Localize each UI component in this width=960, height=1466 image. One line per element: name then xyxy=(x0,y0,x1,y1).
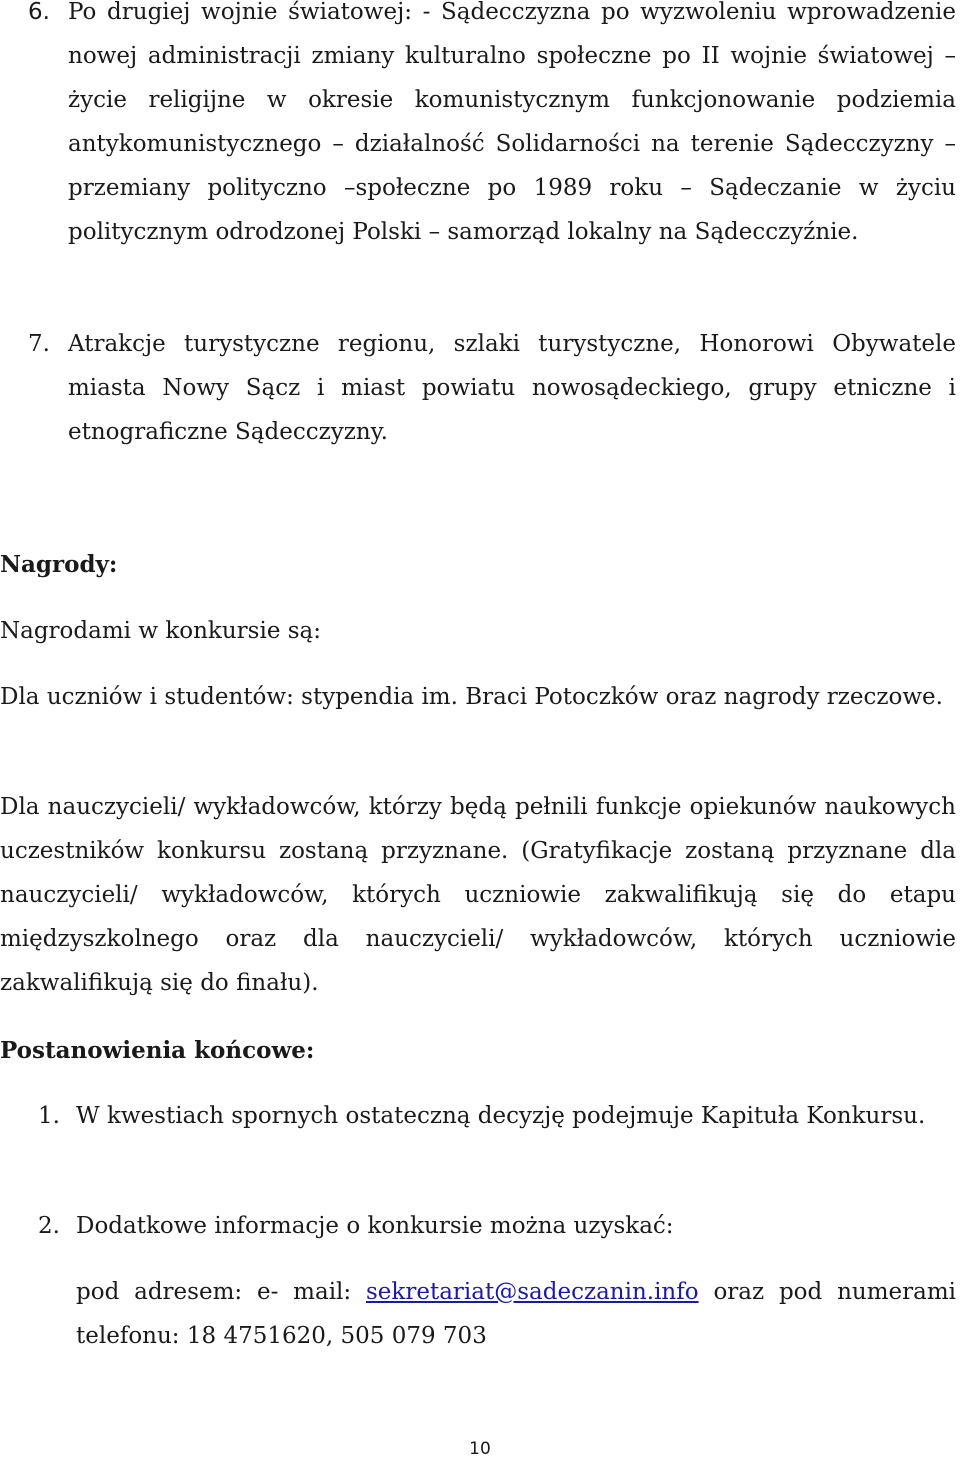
final-item-1 xyxy=(0,1094,956,1138)
list-item-number: 2. xyxy=(38,1213,60,1239)
nagrody-intro: Nagrodami w konkursie są: xyxy=(0,618,322,644)
nagrody-teachers: Dla nauczycieli/ wykładowców, którzy będą pełnili funkcje opiekunów naukowych uczestników konkursu zostaną przyznane. (Gratyfikacje zostaną przyznane dla nauczycieli/ wykładowców, których uczniowie zakwalifikują się do etapu międzyszkolnego oraz dla nauczycieli/ wykładowców, których uczniowie zakwalifikują się do finału). xyxy=(0,794,956,996)
section-heading-postanowienia: Postanowienia końcowe: xyxy=(0,1037,315,1064)
contact-info xyxy=(76,1270,956,1358)
final-item-2 xyxy=(0,1204,956,1248)
list-item-text: Atrakcje turystyczne regionu, szlaki turystyczne, Honorowi Obywatele miasta Nowy Sącz i miast powiatu nowosądeckiego, grupy etniczne i etnograficzne Sądecczyzny. xyxy=(68,331,956,445)
list-item-number: 7. xyxy=(28,331,50,357)
nagrody-students: Dla uczniów i studentów: stypendia im. Braci Potoczków oraz nagrody rzeczowe. xyxy=(0,684,943,710)
list-item-7 xyxy=(0,322,956,454)
list-item-text: Dodatkowe informacje o konkursie można uzyskać: xyxy=(76,1213,674,1239)
list-item-number: 1. xyxy=(38,1103,60,1129)
list-item-number: 6. xyxy=(28,0,50,25)
contact-suffix: oraz pod numerami telefonu: 18 4751620, 505 079 703 xyxy=(76,1279,956,1349)
email-link[interactable]: sekretariat@sadeczanin.info xyxy=(366,1279,699,1305)
list-item-text: Po drugiej wojnie światowej: - Sądecczyzna po wyzwoleniu wprowadzenie nowej administracji zmiany kulturalno społeczne po II wojnie światowej – życie religijne w okresie komunistycznym funkcjonowanie podziemia antykomunistycznego – działalność Solidarności na terenie Sądecczyzny – przemiany polityczno –społeczne po 1989 roku – Sądeczanie w życiu politycznym odrodzonej Polski – samorząd lokalny na Sądecczyźnie. xyxy=(68,0,956,245)
page-number: 10 xyxy=(469,1439,491,1459)
contact-prefix: pod adresem: e- mail: xyxy=(76,1279,366,1305)
list-item-6 xyxy=(0,0,956,254)
section-heading-nagrody: Nagrody: xyxy=(0,551,118,578)
list-item-text: W kwestiach spornych ostateczną decyzję podejmuje Kapituła Konkursu. xyxy=(76,1103,926,1129)
